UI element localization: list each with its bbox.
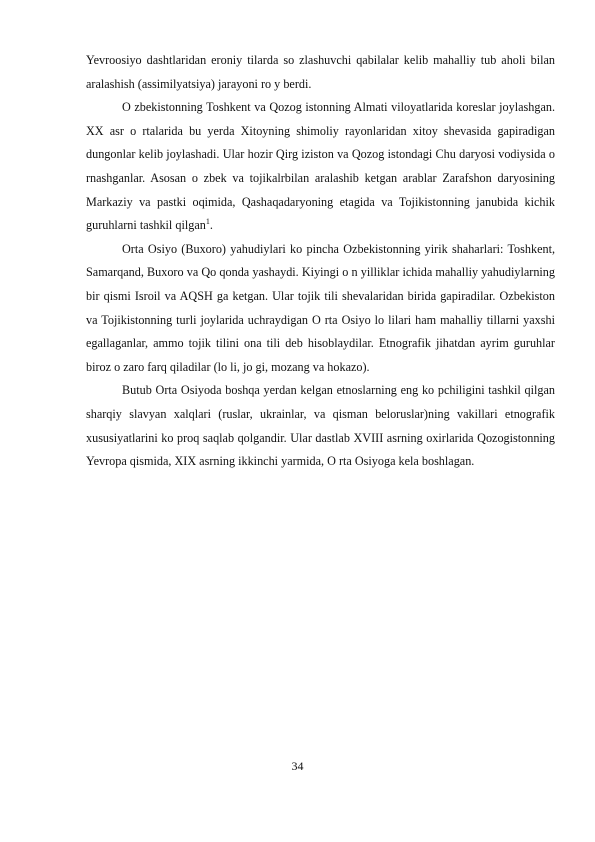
page-number: 34: [291, 759, 304, 773]
paragraph-3: Orta Osiyo (Buxoro) yahudiylari ko pincha Ozbekistonning yirik shaharlari: Toshkent, Samarqand, Buxoro va Qo qonda yashaydi. Kiyingi o n yilliklar ichida mahalliy yahudiylarning bir qismi Isroil va AQSH ga ketgan. Ular tojik tili shevalaridan birida gapiradilar. Ozbekiston va Tojikistonning turli joylarida uchraydigan O rta Osiyo lo lilari ham mahalliy tillarni yaxshi egallaganlar, ammo tojik tilini ona tili deb hisoblaydilar. Etnografik jihatdan ayrim guruhlar biroz o zaro farq qiladilar (lo li, jo gi, mozang va hokazo).: [86, 241, 555, 374]
body-text: [86, 49, 555, 474]
paragraph-1: Yevroosiyo dashtlaridan eroniy tilarda so zlashuvchi qabilalar kelib mahalliy tub aholi bilan aralashish (assimilyatsiya) jarayoni ro y berdi.: [86, 53, 555, 91]
paragraph-2-text: O zbekistonning Toshkent va Qozog istonning Almati viloyatlarida koreslar joylashgan. XX asr o rtalarida bu yerda Xitoyning shimoliy rayonlaridan xitoy shevasida gapiradigan dungonlar kelib joylashadi. Ular hozir Qirg iziston va Qozog istondagi Chu daryosi vodiysida o rnashganlar. Asosan o zbek va tojikalrbilan aralashib ketgan arablar Zarafshon daryosining Markaziy va pastki oqimida, Qashaqadaryoning etagida va Tojikistonning janubida kichik guruhlarni tashkil qilgan: [86, 100, 555, 233]
paragraph-2: [86, 96, 555, 238]
paragraph-2-end: .: [209, 218, 213, 233]
paragraph-4: Butub Orta Osiyoda boshqa yerdan kelgan etnoslarning eng ko pchiligini tashkil qilgan sharqiy slavyan xalqlari (ruslar, ukrainlar, va qisman beloruslar)ning vakillari etnografik xususiyatlarini ko proq saqlab qolgandir. Ular dastlab XVIII asrning oxirlarida Qozogistonning Yevropa qismida, XIX asrning ikkinchi yarmida, O rta Osiyoga kela boshlagan.: [86, 383, 555, 469]
footnote-mark[interactable]: 1: [205, 217, 210, 227]
